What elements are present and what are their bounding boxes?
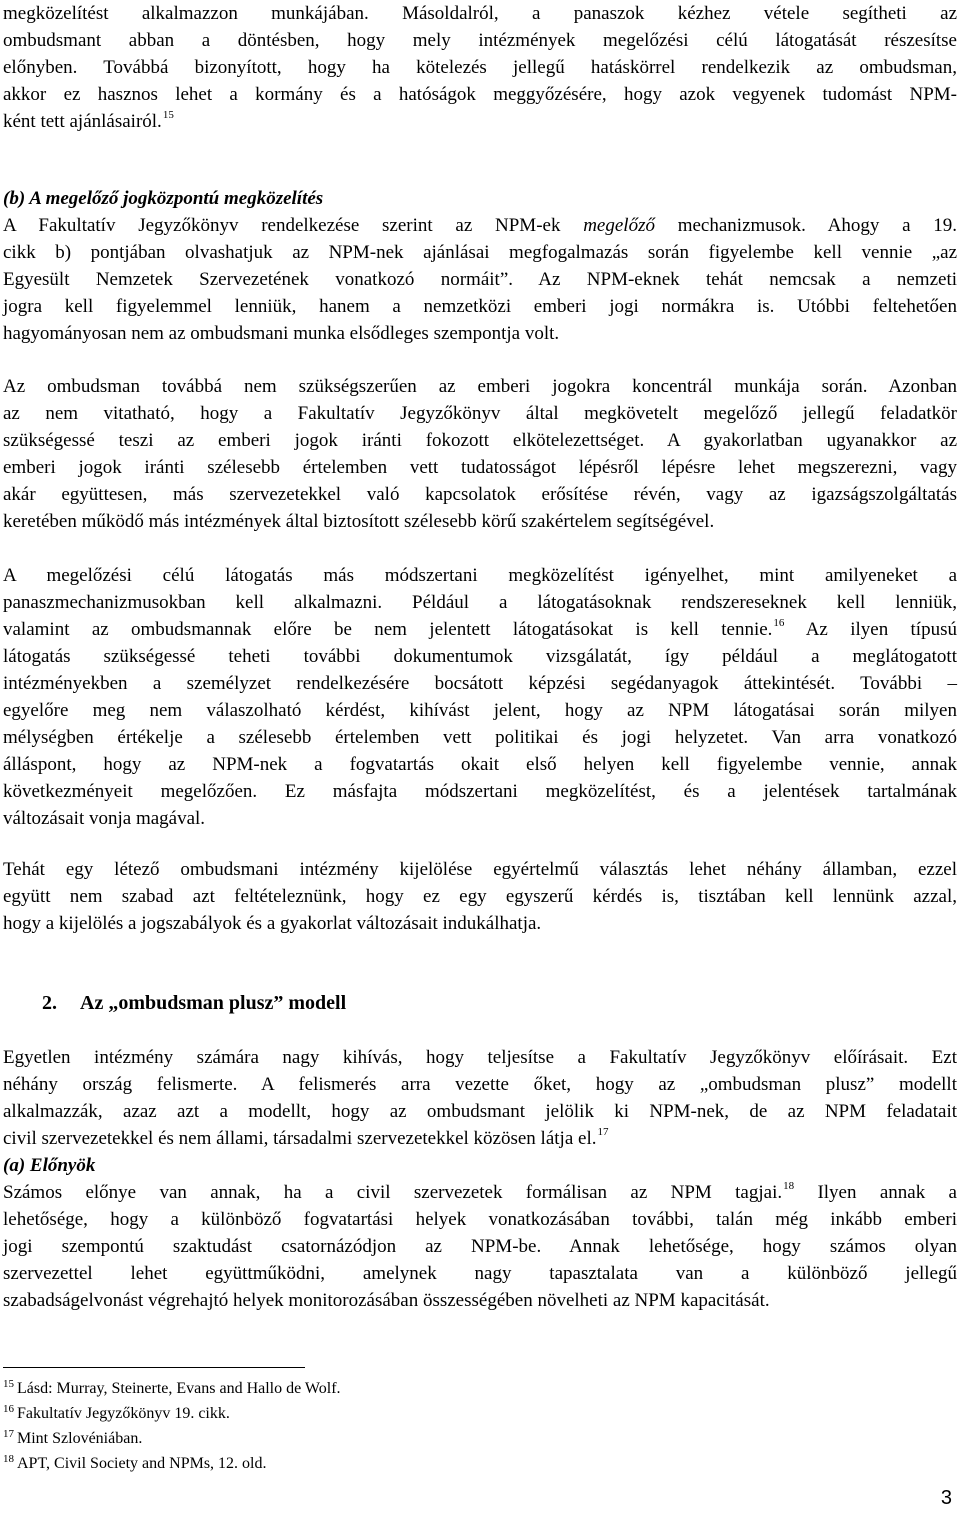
text-segment: A Fakultatív Jegyzőkönyv rendelkezése szerint az NPM-ek — [3, 215, 584, 236]
text-line: Tehát egy létező ombudsmani intézmény kijelölése egyértelmű választás lehet néhány államban, ezzel — [3, 859, 957, 880]
text-line — [3, 212, 957, 239]
text-line-last: keretében működő más intézmények által biztosított szélesebb körű szakértelem segítségével. — [3, 511, 715, 532]
paragraph-continuation — [3, 0, 957, 138]
text-line — [3, 1179, 957, 1206]
text-line: akár együttesen, más szervezetekkel való kapcsolatok erősítése révén, vagy az igazságszolgáltatás — [3, 484, 957, 505]
text-line-last: hagyományosan nem az ombudsmani munka elsődleges szempontja volt. — [3, 323, 560, 344]
paragraph — [3, 856, 957, 937]
text-line: Az ombudsman továbbá nem szükségszerűen az emberi jogokra koncentrál munkája során. Azonban — [3, 376, 957, 397]
text-line: következményeit megelőzően. Ez másfajta módszertani megközelítést, és a jelentések tartalmának — [3, 781, 957, 802]
footnote-number: 17 — [3, 1428, 14, 1440]
emphasis-text: megelőző — [583, 215, 655, 236]
footnote-number: 18 — [3, 1453, 14, 1465]
footnote-ref: 17 — [597, 1126, 609, 1138]
text-line: jogra kell figyelemmel lenniük, hanem a nemzetközi emberi jogi normákra is. Utóbbi feltehetően — [3, 296, 957, 317]
footnote-divider — [3, 1367, 305, 1368]
text-segment: mechanizmusok. Ahogy a 19. — [654, 215, 957, 236]
text-line-content: ként tett ajánlásairól. — [3, 111, 162, 132]
page-number: 3 — [940, 1487, 952, 1509]
text-line: mélységben értékelje a szélesebb értelemben vett politikai és jogi helyzetet. Van arra vonatkozó — [3, 727, 957, 748]
text-line-content: civil szervezetekkel és nem állami, társadalmi szervezetekkel közösen látja el. — [3, 1128, 597, 1149]
text-line: egyelőre meg nem válaszolható kérdést, kihívást jelent, hogy az NPM látogatásai során milyen — [3, 700, 957, 721]
text-line: Egyetlen intézmény számára nagy kihívás, hogy teljesítse a Fakultatív Jegyzőkönyv előírásait. Ezt — [3, 1047, 957, 1068]
footnote — [3, 1377, 341, 1402]
footnote-number: 15 — [3, 1378, 14, 1390]
footnote-number: 16 — [3, 1403, 14, 1415]
text-line: néhány ország felismerte. A felismerés arra vezette őket, hogy az „ombudsman plusz” modellt — [3, 1074, 957, 1095]
footnote — [3, 1427, 341, 1452]
text-line: alkalmazzák, azaz azt a modellt, hogy az ombudsmant jelölik ki NPM-nek, de az NPM feladatait — [3, 1101, 957, 1122]
section-heading-2 — [42, 990, 346, 1017]
text-line-last: hogy a kijelölés a jogszabályok és a gyakorlat változásait indukálhatja. — [3, 913, 542, 934]
footnote-ref: 15 — [162, 109, 174, 121]
footnote-ref: 18 — [783, 1180, 795, 1192]
footnote-text: Lásd: Murray, Steinerte, Evans and Hallo de Wolf. — [17, 1380, 341, 1397]
text-line: előnyben. Továbbá bizonyított, hogy ha kötelezés jellegű hatáskörrel rendelkezik az ombudsman, — [3, 57, 957, 78]
text-line: jogi szempontú szaktudást csatornázódjon az NPM-be. Annak lehetősége, hogy számos olyan — [3, 1236, 957, 1257]
text-segment: Ilyen annak a — [794, 1182, 957, 1203]
text-line: intézményekben a személyzet rendelkezésére bocsátott képzési segédanyagok áttekintését. További – — [3, 673, 957, 694]
footnote-ref: 16 — [773, 617, 785, 629]
section-heading: (a) Előnyök — [3, 1155, 96, 1176]
section-title: Az „ombudsman plusz” modell — [80, 992, 347, 1014]
paragraph — [3, 373, 957, 535]
text-line — [3, 616, 957, 643]
footnote-text: Mint Szlovéniában. — [17, 1430, 143, 1447]
section-number: 2. — [42, 992, 57, 1014]
text-segment: Számos előnye van annak, ha a civil szervezetek formálisan az NPM tagjai. — [3, 1182, 783, 1203]
text-line: cikk b) pontjában olvashatjuk az NPM-nek ajánlásai megfogalmazás során figyelembe kell vennie „az — [3, 242, 957, 263]
section-b — [3, 185, 957, 347]
text-line-last — [3, 1125, 957, 1155]
text-segment: valamint az ombudsmannak előre be nem jelentett látogatásokat is kell tennie. — [3, 619, 773, 640]
text-line: megközelítést alkalmazzon munkájában. Másoldalról, a panaszok kézhez vétele segítheti az — [3, 3, 957, 24]
text-line-last: változásait vonja magával. — [3, 808, 206, 829]
text-line: akkor ez hasznos lehet a kormány és a hatóságok meggyőzésére, hogy azok vegyenek tudomást NPM- — [3, 84, 957, 105]
section-a — [3, 1152, 957, 1314]
text-line: álláspont, hogy az NPM-nek a fogvatartás okait első helyen kell figyelembe vennie, annak — [3, 754, 957, 775]
text-line: emberi jogok iránti szélesebb értelemben vett tudatosságot lépésről lépésre lehet megszerezni, vagy — [3, 457, 957, 478]
text-line: A megelőzési célú látogatás más módszertani megközelítést igényelhet, mint amilyeneket a — [3, 565, 957, 586]
text-line: lehetősége, hogy a különböző fogvatartási helyek vonatkozásában további, talán még inkább emberi — [3, 1209, 957, 1230]
footnote — [3, 1402, 341, 1427]
footnote-text: Fakultatív Jegyzőkönyv 19. cikk. — [17, 1405, 230, 1422]
section-heading: (b) A megelőző jogközpontú megközelítés — [3, 188, 324, 209]
text-line-last — [3, 108, 957, 138]
text-line: együtt nem szabad azt feltételeznünk, hogy ez egy egyszerű kérdés is, tisztában kell lennünk azzal, — [3, 886, 957, 907]
text-line-last: szabadságelvonást végrehajtó helyek monitorozásában összességében növelheti az NPM kapacitását. — [3, 1290, 770, 1311]
text-line: panaszmechanizmusokban kell alkalmazni. Például a látogatásoknak rendszereseknek kell lenniük, — [3, 592, 957, 613]
text-line: ombudsmant abban a döntésben, hogy mely intézmények megelőzési célú látogatását részesítse — [3, 30, 957, 51]
text-segment: Az ilyen típusú — [784, 619, 957, 640]
footnotes — [3, 1377, 341, 1477]
paragraph — [3, 562, 957, 832]
text-line: az nem vitatható, hogy a Fakultatív Jegyzőkönyv által megkövetelt megelőző jellegű feladatkör — [3, 403, 957, 424]
text-line: Egyesült Nemzetek Szervezetének vonatkozó normáit”. Az NPM-eknek tehát nemcsak a nemzeti — [3, 269, 957, 290]
footnote — [3, 1452, 341, 1477]
footnote-text: APT, Civil Society and NPMs, 12. old. — [17, 1455, 267, 1472]
text-line: szervezettel lehet együttműködni, amelynek nagy tapasztalata van a különböző jellegű — [3, 1263, 957, 1284]
text-line: szükségessé teszi az emberi jogok iránti fokozott elkötelezettséget. A gyakorlatban ugyanakkor az — [3, 430, 957, 451]
text-line: látogatás szükségessé teheti további dokumentumok vizsgálatát, így például a meglátogatott — [3, 646, 957, 667]
paragraph — [3, 1044, 957, 1155]
